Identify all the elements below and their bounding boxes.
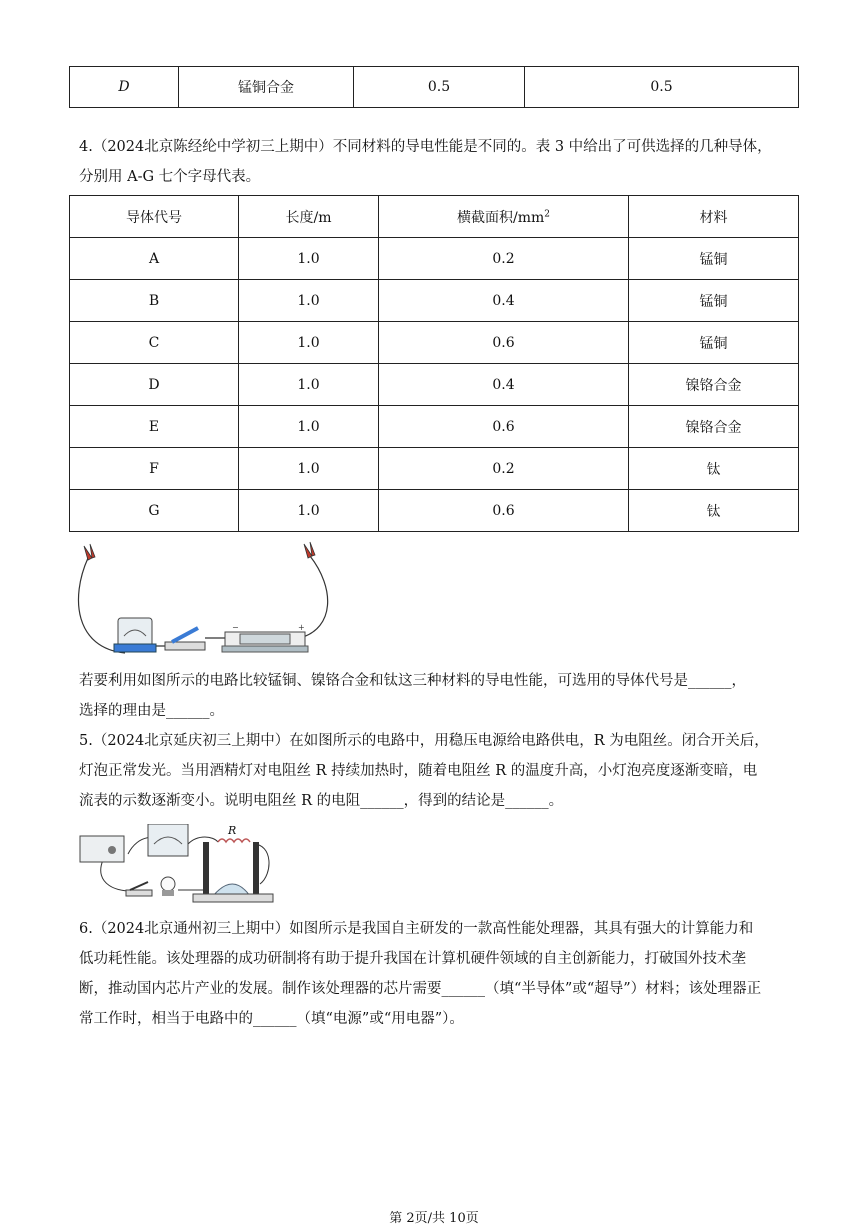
text-line: 选择的理由是______。 — [79, 703, 224, 719]
text-line: 常工作时，相当于电路中的______（填“电源”或“用电器”）。 — [79, 1011, 464, 1027]
table-cell: E — [70, 406, 239, 448]
circuit-figure-q5 — [78, 824, 278, 906]
table-cell: 1.0 — [239, 364, 379, 406]
table-row — [70, 67, 799, 108]
table-cell: 1.0 — [239, 406, 379, 448]
table-row — [70, 280, 799, 322]
resistor-coil-icon — [218, 839, 250, 842]
table-cell: 锰铜 — [629, 280, 799, 322]
table-cell: 1.0 — [239, 322, 379, 364]
table-cell: 锰铜 — [629, 322, 799, 364]
svg-text:+: + — [298, 623, 305, 632]
question-4-prompt — [79, 666, 799, 726]
ammeter-icon — [148, 824, 188, 856]
table-row — [70, 322, 799, 364]
text-line: 断，推动国内芯片产业的发展。制作该处理器的芯片需要______（填“半导体”或“超导”）材料；该处理器正 — [79, 981, 762, 997]
table-cell: F — [70, 448, 239, 490]
header-cell: 长度/m — [239, 196, 379, 238]
switch-icon — [165, 628, 205, 650]
table-row — [70, 490, 799, 532]
text-line: 5.（2024北京延庆初三上期中）在如图所示的电路中，用稳压电源给电路供电，R 为电阻丝。闭合开关后， — [79, 733, 769, 749]
power-supply-icon — [80, 836, 124, 862]
text-line: 若要利用如图所示的电路比较锰铜、镍铬合金和钛这三种材料的导电性能，可选用的导体代号是______， — [79, 673, 746, 689]
table-cell: D — [70, 67, 179, 108]
page-footer: 第 2页/共 10页 — [389, 1211, 479, 1226]
text-line: 灯泡正常发光。当用酒精灯对电阻丝 R 持续加热时，随着电阻丝 R 的温度升高，小灯泡亮度逐渐变暗，电 — [79, 763, 758, 779]
question-4-text — [79, 132, 799, 192]
previous-table — [69, 66, 799, 108]
text-line: 低功耗性能。该处理器的成功研制将有助于提升我国在计算机硬件领域的自主创新能力，打破国外技术垄 — [79, 951, 746, 967]
text-line: 流表的示数逐渐变小。说明电阻丝 R 的电阻______，得到的结论是______。 — [79, 793, 564, 809]
table-row — [70, 364, 799, 406]
text-line: 6.（2024北京通州初三上期中）如图所示是我国自主研发的一款高性能处理器，其具有强大的计算能力和 — [79, 921, 754, 937]
table-row — [70, 406, 799, 448]
svg-text:−: − — [232, 623, 239, 632]
header-text: 横截面积/mm — [456, 209, 545, 226]
table-row — [70, 238, 799, 280]
header-cell — [379, 196, 629, 238]
table-cell: 0.5 — [525, 67, 799, 108]
superscript: 2 — [544, 208, 550, 219]
circuit-figure-q4 — [70, 538, 340, 668]
table-cell: C — [70, 322, 239, 364]
switch-icon — [126, 882, 152, 896]
question-6-text — [79, 914, 799, 1034]
resistor-label: R — [228, 824, 237, 837]
table-cell: 0.6 — [379, 322, 629, 364]
table-cell: 0.5 — [354, 67, 525, 108]
table-cell: 0.4 — [379, 364, 629, 406]
table-cell: 0.6 — [379, 406, 629, 448]
table-row — [70, 448, 799, 490]
table-cell: 锰铜合金 — [179, 67, 354, 108]
table-cell: 0.4 — [379, 280, 629, 322]
burner-stand-icon — [193, 842, 273, 902]
table-cell: G — [70, 490, 239, 532]
table-cell: B — [70, 280, 239, 322]
text-line: 分别用 A-G 七个字母代表。 — [79, 169, 261, 185]
table-cell: 0.2 — [379, 238, 629, 280]
header-cell: 导体代号 — [70, 196, 239, 238]
text-line: 4.（2024北京陈经纶中学初三上期中）不同材料的导电性能是不同的。表 3 中给出了可供选择的几种导体， — [79, 139, 772, 155]
table-cell: 0.2 — [379, 448, 629, 490]
table-cell: D — [70, 364, 239, 406]
ammeter-icon — [114, 618, 156, 652]
table-cell: 1.0 — [239, 238, 379, 280]
header-cell: 材料 — [629, 196, 799, 238]
table-cell: A — [70, 238, 239, 280]
table-cell: 1.0 — [239, 280, 379, 322]
battery-icon — [222, 623, 308, 652]
table-cell: 钛 — [629, 448, 799, 490]
table-cell: 钛 — [629, 490, 799, 532]
question-5-text — [79, 726, 799, 816]
table-cell: 锰铜 — [629, 238, 799, 280]
table-cell: 镍铬合金 — [629, 364, 799, 406]
table-cell: 1.0 — [239, 490, 379, 532]
table-cell: 镍铬合金 — [629, 406, 799, 448]
bulb-icon — [161, 877, 175, 896]
table-header-row — [70, 196, 799, 238]
table-cell: 0.6 — [379, 490, 629, 532]
conductor-table — [69, 195, 799, 532]
table-cell: 1.0 — [239, 448, 379, 490]
